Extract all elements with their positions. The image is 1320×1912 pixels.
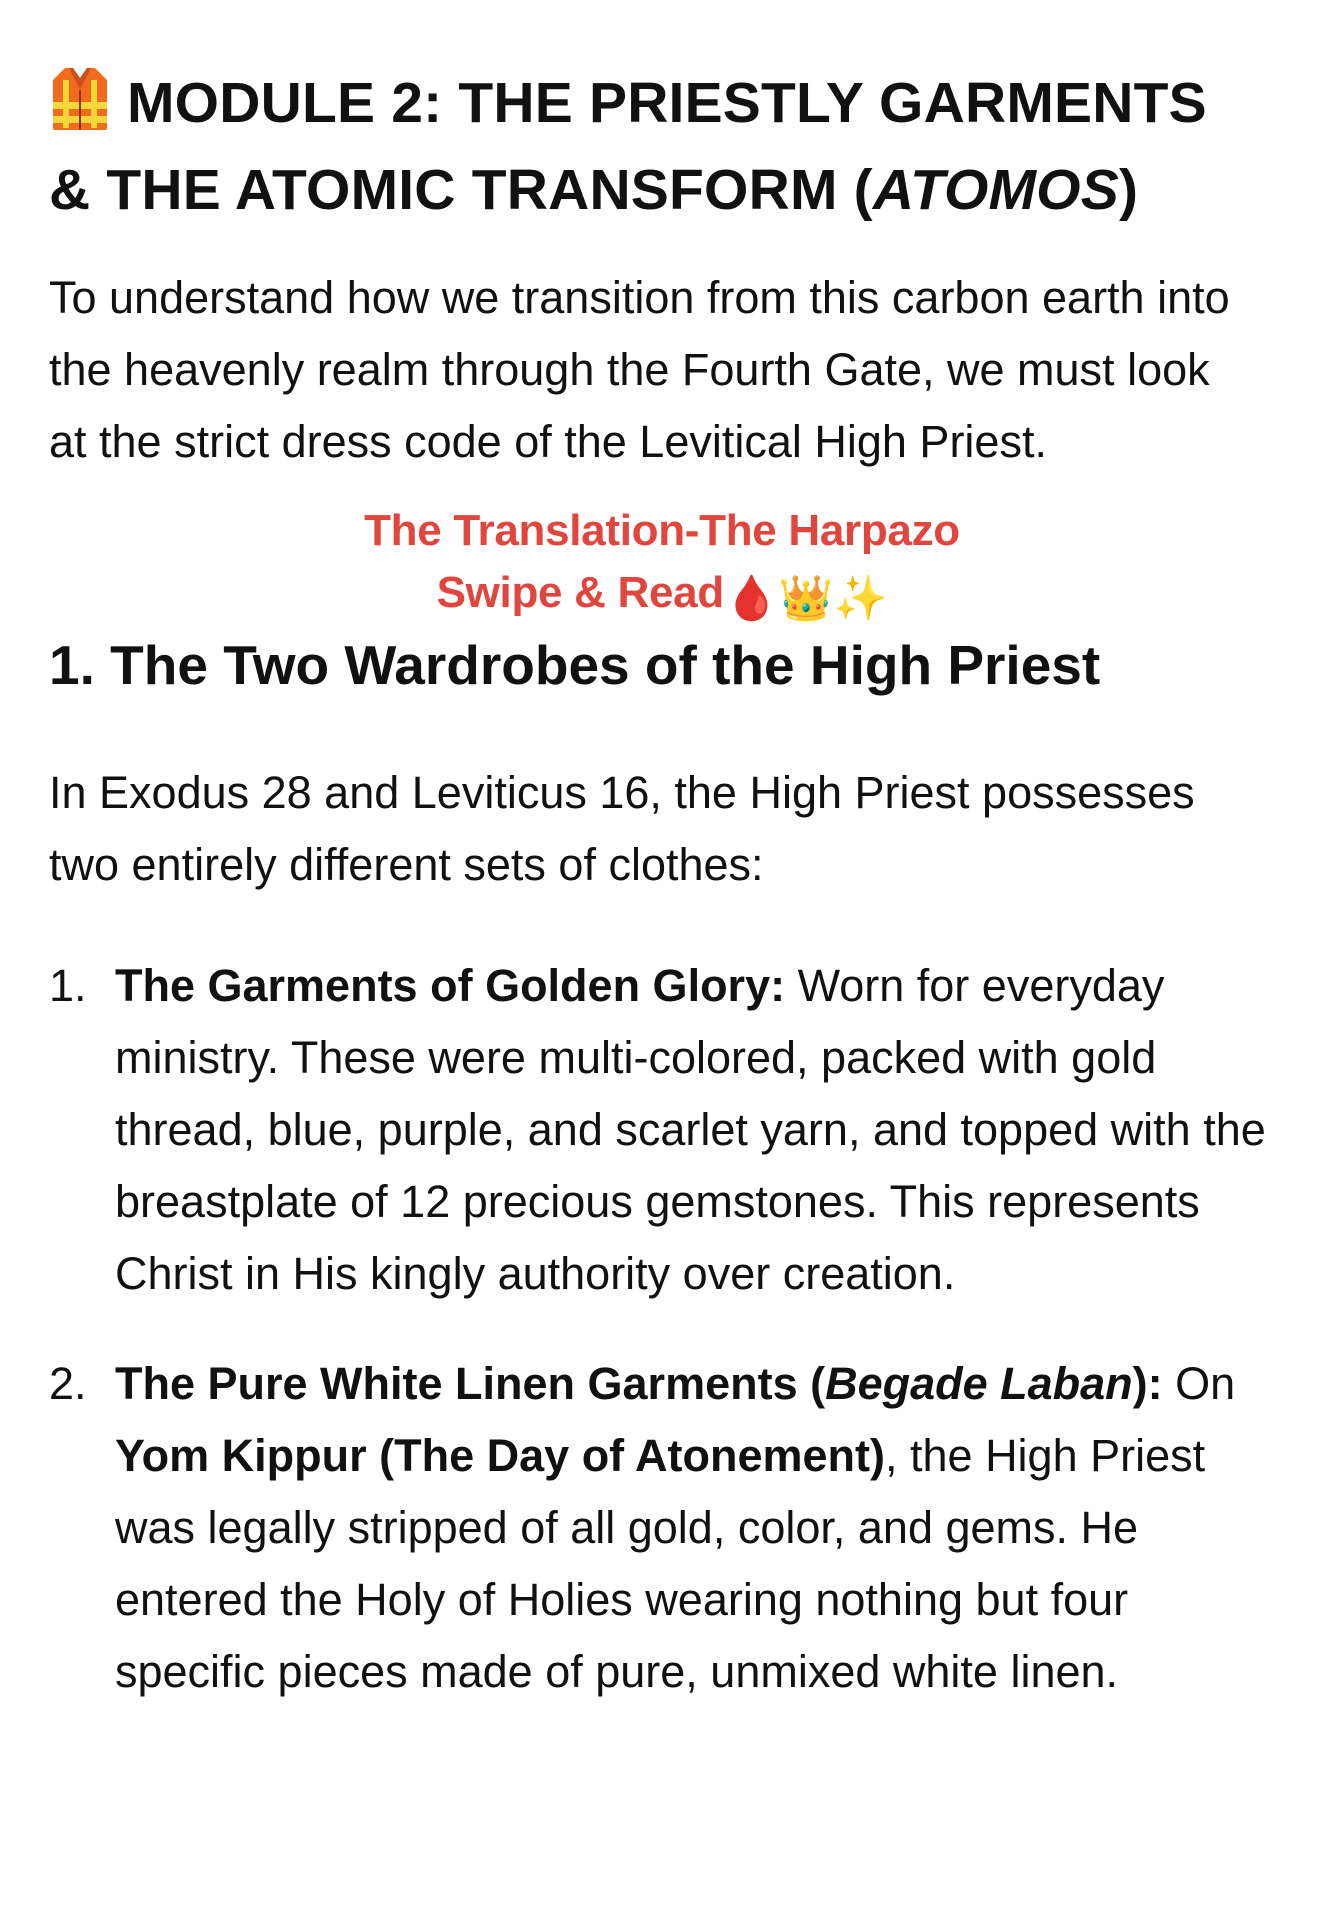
module-title-line1: MODULE 2: THE PRIESTLY GARMENTS	[127, 71, 1207, 135]
list-item-number: 1.	[49, 960, 87, 1011]
module-title-atomos: ATOMOS	[872, 158, 1119, 222]
module-title-line2-suffix: )	[1118, 158, 1139, 222]
list-item-number: 2.	[49, 1358, 87, 1409]
section-title: 1. The Two Wardrobes of the High Priest	[49, 634, 1101, 696]
garments-list	[49, 950, 1289, 1746]
list-item	[49, 1348, 1289, 1708]
overlay-title: The Translation-The Harpazo	[364, 506, 960, 555]
crown-icon: 👑	[778, 574, 833, 623]
list-item-label-italic: Begade Laban	[825, 1358, 1133, 1409]
module-title	[49, 60, 1289, 234]
module-title-line2-prefix: & THE ATOMIC TRANSFORM (	[49, 158, 873, 222]
list-item-label-suffix: ):	[1132, 1358, 1163, 1409]
list-item-text-post: , the High Priest was legally stripped of all gold, color, and gems. He entered the Holy of Holies wearing nothing but four specific pieces made of pure, unmixed white linen.	[115, 1430, 1206, 1697]
list-item-text: Worn for everyday ministry. These were multi-colored, packed with gold thread, blue, purple, and scarlet yarn, and topped with the breastplate of 12 precious gemstones. This represents Christ in His kingly authority over creation.	[115, 960, 1266, 1299]
sparkles-icon: ✨	[832, 574, 888, 623]
list-item-yom-kippur: Yom Kippur (The Day of Atonement)	[115, 1430, 885, 1481]
overlay-swipe-line	[0, 562, 1320, 630]
list-item-label-prefix: The Pure White Linen Garments (	[115, 1358, 826, 1409]
list-item	[49, 950, 1289, 1310]
section-intro: In Exodus 28 and Leviticus 16, the High Priest possesses two entirely different sets of clothes:	[49, 767, 1195, 890]
list-item-text-pre: On	[1162, 1358, 1236, 1409]
overlay-swipe-text: Swipe & Read	[436, 568, 724, 617]
intro-paragraph: To understand how we transition from this carbon earth into the heavenly realm through the Fourth Gate, we must look at the strict dress code of the Levitical High Priest.	[49, 272, 1230, 467]
list-item-label: The Garments of Golden Glory:	[115, 960, 786, 1011]
safety-vest-icon	[49, 66, 111, 132]
swipe-overlay	[0, 500, 1320, 630]
blood-drop-icon: 🩸	[723, 574, 779, 623]
